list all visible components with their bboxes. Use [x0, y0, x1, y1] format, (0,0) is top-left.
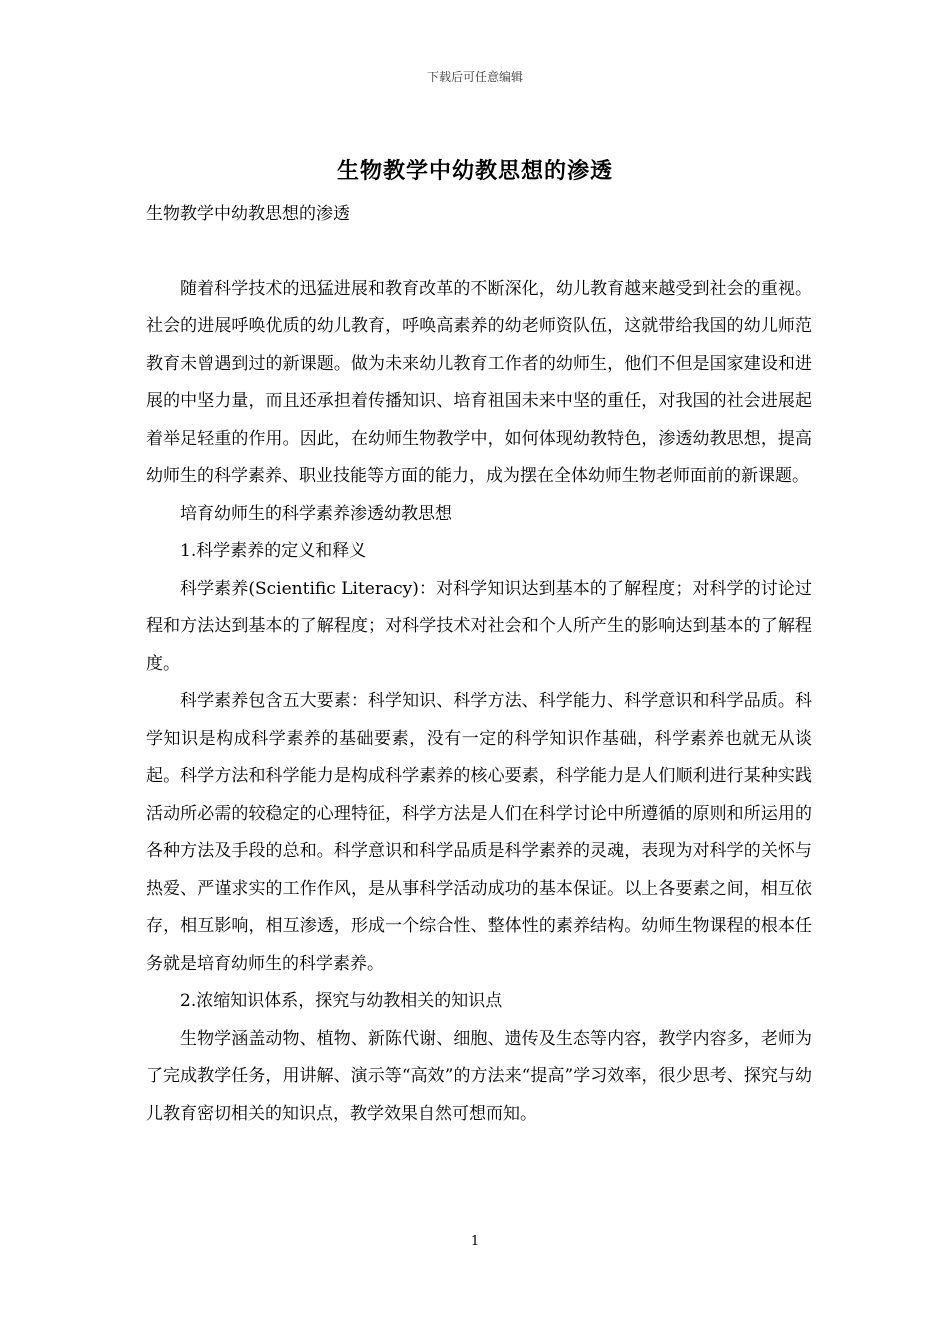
- paragraph-elements: 科学素养包含五大要素：科学知识、科学方法、科学能力、科学意识和科学品质。科学知识是构成科学素养的基础要素，没有一定的科学知识作基础，科学素养也就无从谈起。科学方法和科学能力是构成科学素养的核心要素，科学能力是人们顺利进行某种实践活动所必需的较稳定的心理特征，科学方法是人们在科学讨论中所遵循的原则和所运用的各种方法及手段的总和。科学意识和科学品质是科学素养的灵魂，表现为对科学的关怀与热爱、严谨求实的工作作风，是从事科学活动成功的基本保证。以上各要素之间，相互依存，相互影响，相互渗透，形成一个综合性、整体性的素养结构。幼师生物课程的根本任务就是培育幼师生的科学素养。: [146, 691, 812, 974]
- paragraph-biology-content: 生物学涵盖动物、植物、新陈代谢、细胞、遗传及生态等内容，教学内容多，老师为了完成教学任务，用讲解、演示等“高效”的方法来“提高”学习效率，很少思考、探究与幼儿教育密切相关的知识点，教学效果自然可想而知。: [146, 1028, 812, 1124]
- document-title: 生物教学中幼教思想的渗透: [336, 158, 613, 184]
- document-subtitle: 生物教学中幼教思想的渗透: [146, 204, 350, 224]
- blank-line: [146, 234, 812, 271]
- document-body: [146, 196, 812, 1133]
- page-header-note: 下载后可任意编辑: [426, 70, 523, 84]
- subsection-heading-2: 2.浓缩知识体系，探究与幼教相关的知识点: [180, 991, 503, 1011]
- section-heading: 培育幼师生的科学素养渗透幼教思想: [180, 503, 452, 524]
- paragraph-intro: 随着科学技术的迅猛进展和教育改革的不断深化，幼儿教育越来越受到社会的重视。社会的进展呼唤优质的幼儿教育，呼唤高素养的幼老师资队伍，这就带给我国的幼儿师范教育未曾遇到过的新课题。做为未来幼儿教育工作者的幼师生，他们不但是国家建设和进展的中坚力量，而且还承担着传播知识、培育祖国未来中坚的重任，对我国的社会进展起着举足轻重的作用。因此，在幼师生物教学中，如何体现幼教特色，渗透幼教思想，提高幼师生的科学素养、职业技能等方面的能力，成为摆在全体幼师生物老师面前的新课题。: [146, 278, 812, 486]
- subsection-heading-1: 1.科学素养的定义和释义: [180, 541, 367, 561]
- paragraph-definition: 科学素养(Scientific Literacy)：对科学知识达到基本的了解程度；对科学的讨论过程和方法达到基本的了解程度；对科学技术对社会和个人所产生的影响达到基本的了解程度。: [146, 578, 812, 674]
- page-number: 1: [470, 1234, 480, 1249]
